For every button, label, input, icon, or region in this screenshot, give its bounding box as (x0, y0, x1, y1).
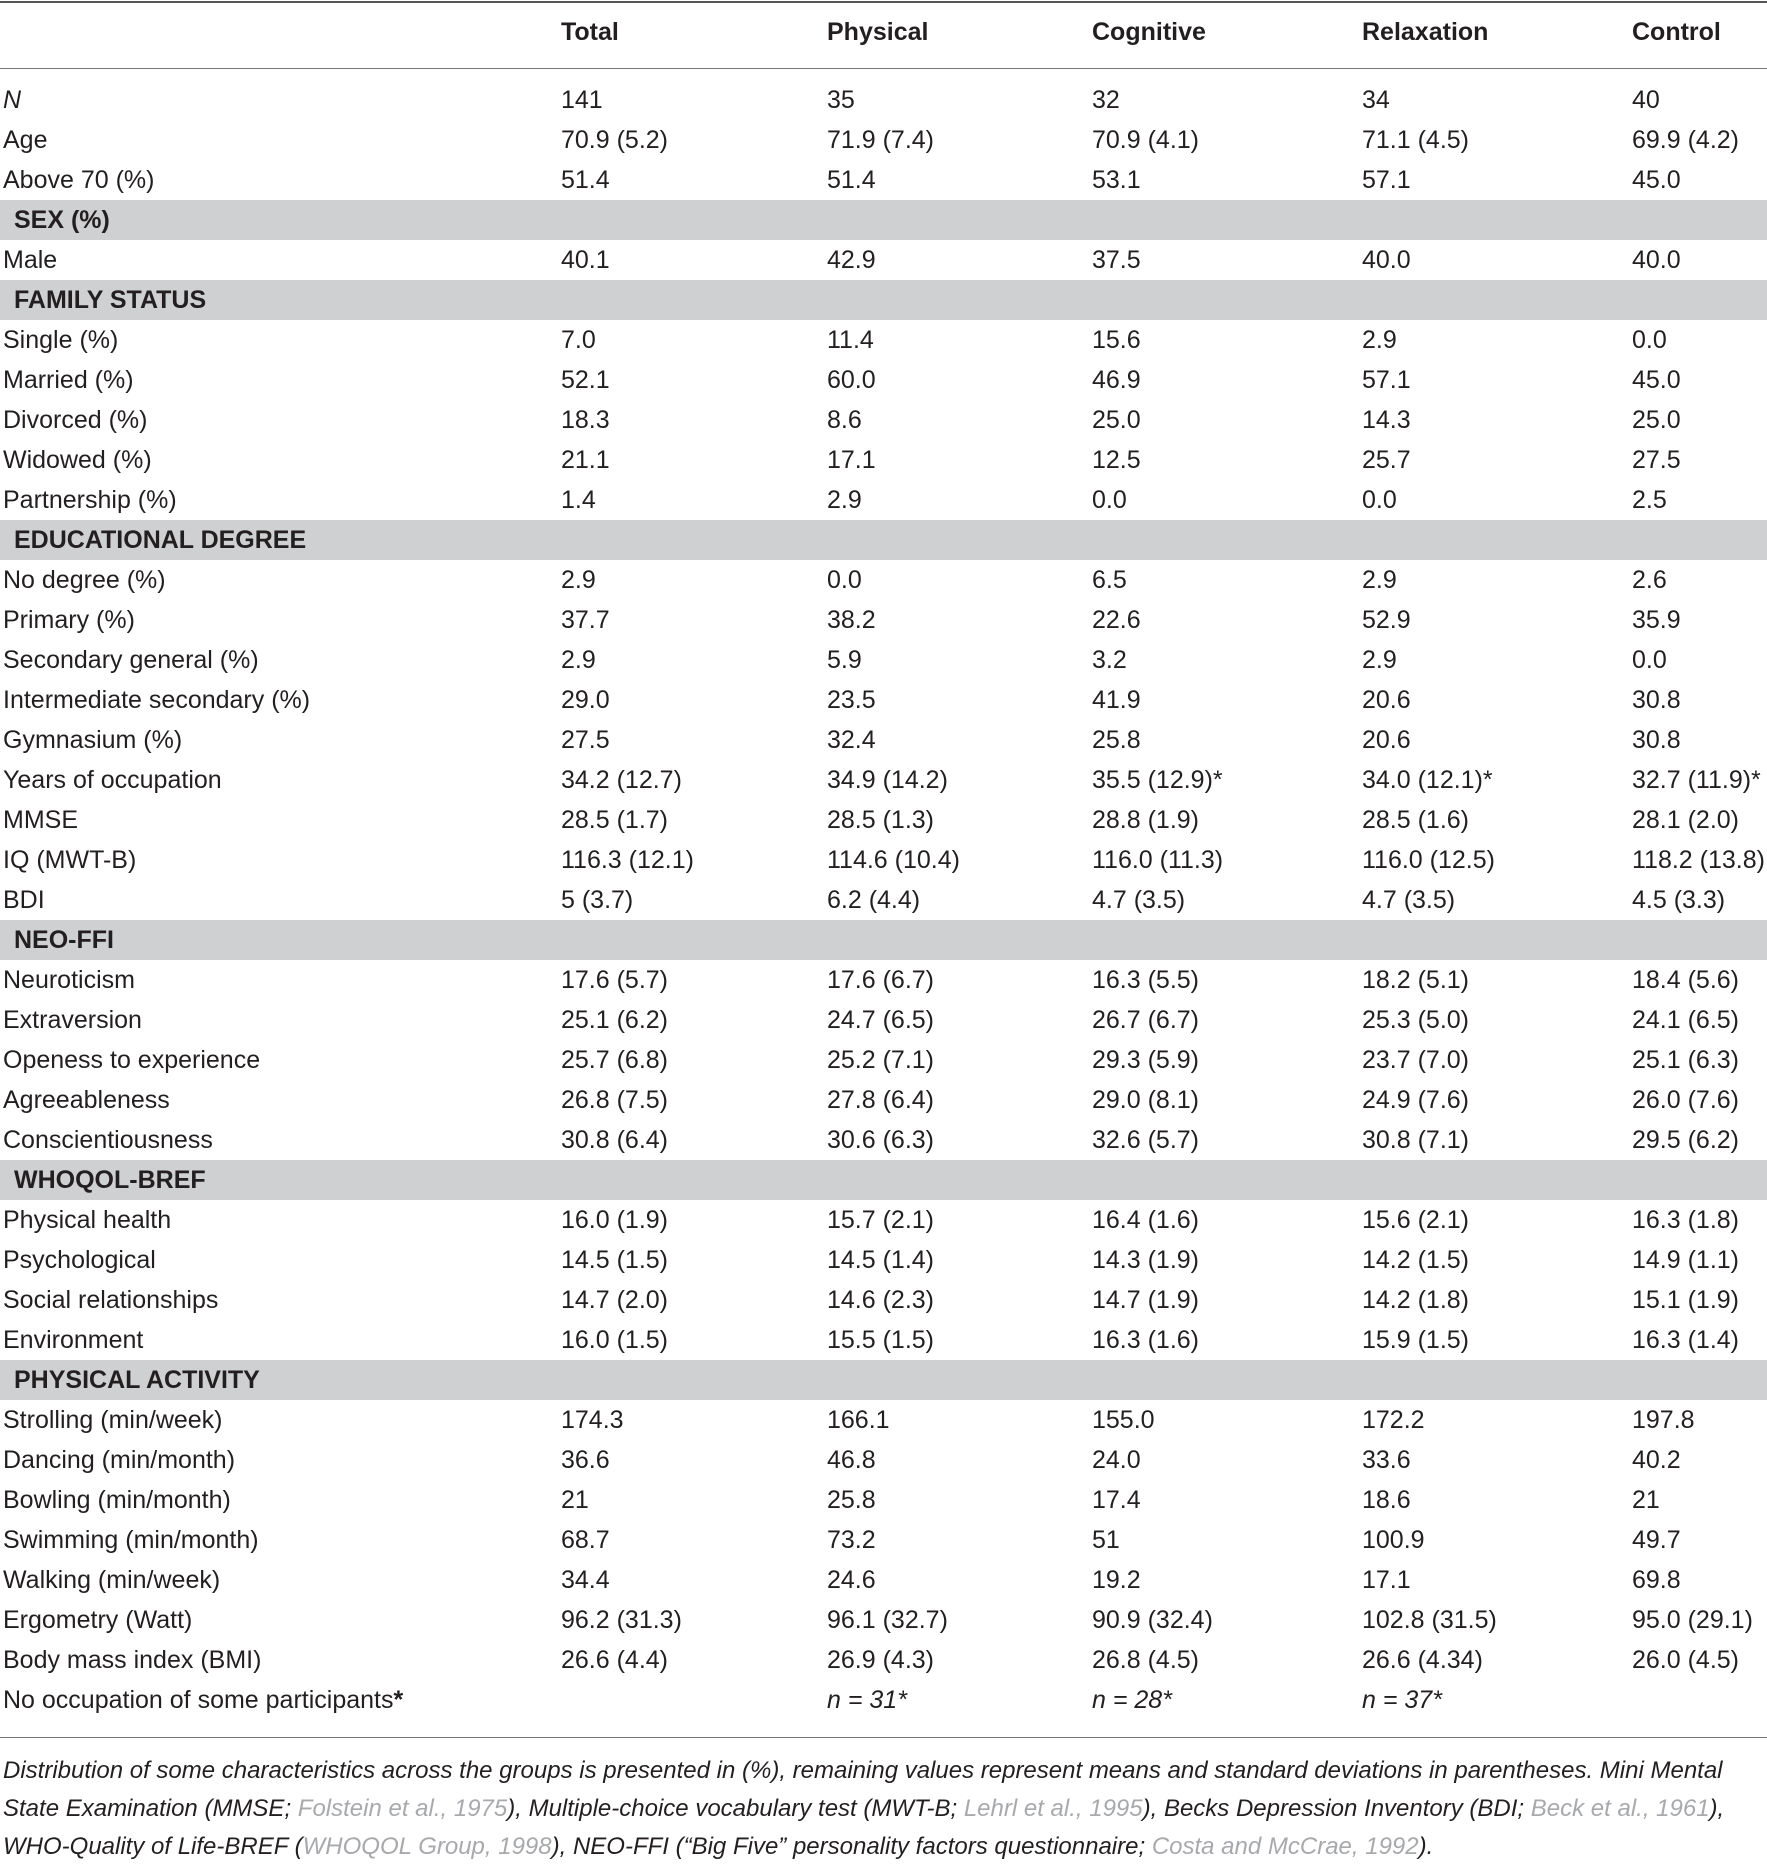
cell-relaxation: 23.7 (7.0) (1362, 1046, 1470, 1074)
cell-control: 69.8 (1632, 1566, 1681, 1594)
table-row (0, 960, 1767, 1000)
table-row (0, 480, 1767, 520)
cell-control: 95.0 (29.1) (1632, 1606, 1753, 1634)
cell-total: 51.4 (561, 166, 610, 194)
cell-physical: 0.0 (827, 566, 862, 594)
table-row (0, 600, 1767, 640)
cell-total: 34.4 (561, 1566, 610, 1594)
cell-control: 30.8 (1632, 726, 1681, 754)
cell-total: 52.1 (561, 366, 610, 394)
table-row (0, 1040, 1767, 1080)
cell-control: 27.5 (1632, 446, 1681, 474)
row-label: Conscientiousness (3, 1126, 213, 1154)
cell-physical: n = 31* (827, 1686, 907, 1714)
table-row (0, 1600, 1767, 1640)
table-row (0, 1640, 1767, 1680)
cell-control: 21 (1632, 1486, 1660, 1514)
footnote-text: ), Multiple-choice vocabulary test (MWT-B; (507, 1795, 964, 1822)
cell-relaxation: 2.9 (1362, 566, 1397, 594)
citation-link[interactable]: Costa and McCrae, 1992 (1151, 1833, 1419, 1860)
table-row (0, 1520, 1767, 1560)
cell-cognitive: 35.5 (12.9)* (1092, 766, 1223, 794)
cell-physical: 73.2 (827, 1526, 876, 1554)
cell-control: 25.1 (6.3) (1632, 1046, 1740, 1074)
cell-physical: 28.5 (1.3) (827, 806, 935, 834)
cell-physical: 25.8 (827, 1486, 876, 1514)
cell-total: 21 (561, 1486, 589, 1514)
cell-cognitive: 24.0 (1092, 1446, 1141, 1474)
cell-relaxation: 52.9 (1362, 606, 1411, 634)
cell-physical: 2.9 (827, 486, 862, 514)
footnote-text: ), WHO-Quality of Life-BREF ( (3, 1795, 1725, 1860)
cell-cognitive: 90.9 (32.4) (1092, 1606, 1213, 1634)
table-row (0, 120, 1767, 160)
cell-cognitive: 32 (1092, 86, 1120, 114)
cell-physical: 32.4 (827, 726, 876, 754)
row-label: IQ (MWT-B) (3, 846, 137, 874)
section-header-row (0, 1360, 1767, 1400)
cell-cognitive: 4.7 (3.5) (1092, 886, 1186, 914)
cell-physical: 166.1 (827, 1406, 890, 1434)
cell-relaxation: 17.1 (1362, 1566, 1411, 1594)
table-row (0, 1480, 1767, 1520)
table-row (0, 800, 1767, 840)
section-header-row (0, 920, 1767, 960)
cell-relaxation: 25.7 (1362, 446, 1411, 474)
table-row (0, 880, 1767, 920)
row-label: Widowed (%) (3, 446, 152, 474)
cell-relaxation: 2.9 (1362, 326, 1397, 354)
table-row (0, 1120, 1767, 1160)
cell-control: 45.0 (1632, 166, 1681, 194)
cell-relaxation: 26.6 (4.34) (1362, 1646, 1483, 1674)
cell-cognitive: 15.6 (1092, 326, 1141, 354)
cell-physical: 8.6 (827, 406, 862, 434)
cell-control: 16.3 (1.8) (1632, 1206, 1740, 1234)
table-header (0, 2, 1767, 66)
row-label: Secondary general (%) (3, 646, 259, 674)
row-label: Swimming (min/month) (3, 1526, 259, 1554)
table-row (0, 320, 1767, 360)
cell-relaxation: 116.0 (12.5) (1362, 846, 1495, 874)
cell-cognitive: 16.3 (1.6) (1092, 1326, 1200, 1354)
cell-relaxation: 57.1 (1362, 366, 1411, 394)
cell-relaxation: 15.6 (2.1) (1362, 1206, 1470, 1234)
row-label: BDI (3, 886, 45, 914)
cell-cognitive: 26.8 (4.5) (1092, 1646, 1200, 1674)
cell-relaxation: 34.0 (12.1)* (1362, 766, 1493, 794)
cell-control: 18.4 (5.6) (1632, 966, 1740, 994)
cell-cognitive: 26.7 (6.7) (1092, 1006, 1200, 1034)
cell-relaxation: 57.1 (1362, 166, 1411, 194)
cell-cognitive: 37.5 (1092, 246, 1141, 274)
cell-control: 45.0 (1632, 366, 1681, 394)
cell-total: 17.6 (5.7) (561, 966, 669, 994)
cell-total: 26.8 (7.5) (561, 1086, 669, 1114)
cell-physical: 11.4 (827, 326, 874, 354)
table-row (0, 1560, 1767, 1600)
cell-total: 28.5 (1.7) (561, 806, 669, 834)
cell-relaxation: 100.9 (1362, 1526, 1425, 1554)
cell-physical: 5.9 (827, 646, 862, 674)
cell-control: 26.0 (4.5) (1632, 1646, 1740, 1674)
cell-control: 25.0 (1632, 406, 1681, 434)
cell-control: 29.5 (6.2) (1632, 1126, 1740, 1154)
cell-total: 36.6 (561, 1446, 610, 1474)
cell-cognitive: 17.4 (1092, 1486, 1141, 1514)
cell-control: 197.8 (1632, 1406, 1695, 1434)
cell-physical: 17.1 (827, 446, 876, 474)
row-label: Psychological (3, 1246, 156, 1274)
cell-total: 96.2 (31.3) (561, 1606, 682, 1634)
row-label: No degree (%) (3, 566, 166, 594)
cell-control: 40 (1632, 86, 1660, 114)
column-header-total: Total (561, 18, 619, 46)
cell-cognitive: 46.9 (1092, 366, 1141, 394)
cell-total: 116.3 (12.1) (561, 846, 694, 874)
row-label: Bowling (min/month) (3, 1486, 231, 1514)
cell-total: 29.0 (561, 686, 610, 714)
cell-cognitive: 12.5 (1092, 446, 1141, 474)
citation-link[interactable]: WHOQOL Group, 1998 (302, 1833, 552, 1860)
section-header-row (0, 280, 1767, 320)
cell-cognitive: 155.0 (1092, 1406, 1155, 1434)
cell-cognitive: 32.6 (5.7) (1092, 1126, 1200, 1154)
cell-relaxation: 18.6 (1362, 1486, 1411, 1514)
cell-cognitive: 25.0 (1092, 406, 1141, 434)
table-row (0, 400, 1767, 440)
cell-relaxation: 34 (1362, 86, 1390, 114)
cell-cognitive: 0.0 (1092, 486, 1127, 514)
cell-relaxation: 0.0 (1362, 486, 1397, 514)
cell-control: 40.2 (1632, 1446, 1681, 1474)
cell-cognitive: 41.9 (1092, 686, 1141, 714)
citation-link[interactable]: Folstein et al., 1975 (297, 1795, 508, 1822)
footnote-text: ). (1418, 1833, 1434, 1860)
table-row (0, 680, 1767, 720)
cell-cognitive: 53.1 (1092, 166, 1141, 194)
row-label: Single (%) (3, 326, 119, 354)
row-label: Divorced (%) (3, 406, 148, 434)
cell-control: 35.9 (1632, 606, 1681, 634)
cell-physical: 14.5 (1.4) (827, 1246, 935, 1274)
cell-relaxation: 25.3 (5.0) (1362, 1006, 1470, 1034)
cell-total: 2.9 (561, 646, 596, 674)
cell-control: 2.5 (1632, 486, 1667, 514)
cell-control: 2.6 (1632, 566, 1667, 594)
cell-relaxation: 28.5 (1.6) (1362, 806, 1470, 834)
column-header-cognitive: Cognitive (1092, 18, 1206, 46)
citation-link[interactable]: Lehrl et al., 1995 (963, 1795, 1143, 1822)
cell-physical: 24.7 (6.5) (827, 1006, 935, 1034)
cell-physical: 96.1 (32.7) (827, 1606, 948, 1634)
cell-control: 14.9 (1.1) (1632, 1246, 1740, 1274)
table-row (0, 240, 1767, 280)
table-row (0, 840, 1767, 880)
cell-total: 30.8 (6.4) (561, 1126, 669, 1154)
cell-relaxation: 18.2 (5.1) (1362, 966, 1470, 994)
cell-total: 70.9 (5.2) (561, 126, 669, 154)
cell-control: 24.1 (6.5) (1632, 1006, 1740, 1034)
table-footnote (3, 1752, 1763, 1866)
cell-relaxation: 71.1 (4.5) (1362, 126, 1470, 154)
cell-control: 28.1 (2.0) (1632, 806, 1740, 834)
cell-relaxation: 24.9 (7.6) (1362, 1086, 1470, 1114)
section-label: WHOQOL-BREF (14, 1166, 206, 1194)
table-row (0, 1000, 1767, 1040)
cell-total: 68.7 (561, 1526, 610, 1554)
row-label: Dancing (min/month) (3, 1446, 236, 1474)
cell-physical: 25.2 (7.1) (827, 1046, 935, 1074)
cell-total: 37.7 (561, 606, 610, 634)
section-label: EDUCATIONAL DEGREE (14, 526, 307, 554)
cell-control: 118.2 (13.8) (1632, 846, 1765, 874)
cell-control: 30.8 (1632, 686, 1681, 714)
cell-physical: 60.0 (827, 366, 876, 394)
cell-cognitive: 14.3 (1.9) (1092, 1246, 1200, 1274)
cell-physical: 15.7 (2.1) (827, 1206, 935, 1234)
row-label: Extraversion (3, 1006, 142, 1034)
cell-cognitive: 16.3 (5.5) (1092, 966, 1200, 994)
citation-link[interactable]: Beck et al., 1961 (1530, 1795, 1710, 1822)
cell-total: 34.2 (12.7) (561, 766, 682, 794)
cell-cognitive: 6.5 (1092, 566, 1127, 594)
cell-total: 14.5 (1.5) (561, 1246, 669, 1274)
cell-total: 5 (3.7) (561, 886, 634, 914)
row-label: Body mass index (BMI) (3, 1646, 262, 1674)
cell-physical: 24.6 (827, 1566, 876, 1594)
table-row (0, 720, 1767, 760)
cell-physical: 23.5 (827, 686, 876, 714)
cell-total: 141 (561, 86, 603, 114)
cell-physical: 71.9 (7.4) (827, 126, 935, 154)
cell-control: 32.7 (11.9)* (1632, 766, 1761, 794)
cell-physical: 34.9 (14.2) (827, 766, 948, 794)
cell-total: 16.0 (1.9) (561, 1206, 669, 1234)
cell-cognitive: 28.8 (1.9) (1092, 806, 1200, 834)
section-header-row (0, 1160, 1767, 1200)
cell-control: 0.0 (1632, 646, 1667, 674)
row-label: Male (3, 246, 58, 274)
row-label: Gymnasium (%) (3, 726, 183, 754)
table-row (0, 440, 1767, 480)
cell-control: 40.0 (1632, 246, 1681, 274)
cell-relaxation: 2.9 (1362, 646, 1397, 674)
cell-physical: 46.8 (827, 1446, 876, 1474)
row-label: MMSE (3, 806, 78, 834)
cell-control: 16.3 (1.4) (1632, 1326, 1740, 1354)
column-header-control: Control (1632, 18, 1721, 46)
section-label: PHYSICAL ACTIVITY (14, 1366, 260, 1394)
table-row (0, 1680, 1767, 1720)
cell-cognitive: 14.7 (1.9) (1092, 1286, 1200, 1314)
table-row (0, 80, 1767, 120)
table-row (0, 1440, 1767, 1480)
cell-cognitive: 19.2 (1092, 1566, 1141, 1594)
cell-total: 14.7 (2.0) (561, 1286, 669, 1314)
cell-physical: 38.2 (827, 606, 876, 634)
cell-cognitive: n = 28* (1092, 1686, 1172, 1714)
footnote-marker: * (393, 1686, 404, 1714)
table-row (0, 1280, 1767, 1320)
cell-physical: 15.5 (1.5) (827, 1326, 935, 1354)
cell-physical: 51.4 (827, 166, 876, 194)
cell-cognitive: 29.3 (5.9) (1092, 1046, 1200, 1074)
cell-relaxation: 20.6 (1362, 686, 1411, 714)
cell-total: 25.1 (6.2) (561, 1006, 669, 1034)
cell-relaxation: 33.6 (1362, 1446, 1411, 1474)
cell-total: 40.1 (561, 246, 610, 274)
section-label: SEX (%) (14, 206, 110, 234)
table-row (0, 1240, 1767, 1280)
cell-cognitive: 116.0 (11.3) (1092, 846, 1224, 874)
cell-total: 21.1 (561, 446, 610, 474)
header-rule (0, 68, 1767, 69)
cell-relaxation: 30.8 (7.1) (1362, 1126, 1470, 1154)
cell-control: 0.0 (1632, 326, 1667, 354)
cell-control: 26.0 (7.6) (1632, 1086, 1740, 1114)
table-row (0, 1080, 1767, 1120)
row-label: Environment (3, 1326, 144, 1354)
column-header-relaxation: Relaxation (1362, 18, 1489, 46)
row-label: Intermediate secondary (%) (3, 686, 311, 714)
cell-cognitive: 22.6 (1092, 606, 1141, 634)
cell-total: 27.5 (561, 726, 610, 754)
cell-relaxation: 14.2 (1.5) (1362, 1246, 1470, 1274)
table-body (0, 80, 1767, 1720)
cell-control: 49.7 (1632, 1526, 1681, 1554)
row-label: Walking (min/week) (3, 1566, 221, 1594)
cell-total: 26.6 (4.4) (561, 1646, 669, 1674)
table-row (0, 1400, 1767, 1440)
row-label: Physical health (3, 1206, 172, 1234)
footnote-text: ), Becks Depression Inventory (BDI; (1142, 1795, 1531, 1822)
footnote-text: Distribution of some characteristics across the groups is presented in (%), remaining values represent means and standard deviations in parentheses. Mini Mental State Examination (MMSE; (3, 1757, 1723, 1822)
table-row (0, 1200, 1767, 1240)
cell-relaxation: 14.3 (1362, 406, 1411, 434)
row-label: Strolling (min/week) (3, 1406, 223, 1434)
cell-physical: 26.9 (4.3) (827, 1646, 935, 1674)
section-header-row (0, 200, 1767, 240)
row-label: Partnership (%) (3, 486, 177, 514)
row-label: No occupation of some participants* (3, 1686, 404, 1714)
row-label: N (3, 86, 22, 114)
cell-physical: 6.2 (4.4) (827, 886, 921, 914)
table-row (0, 760, 1767, 800)
row-label: Ergometry (Watt) (3, 1606, 193, 1634)
row-label: Age (3, 126, 48, 154)
row-label: Above 70 (%) (3, 166, 155, 194)
cell-total: 2.9 (561, 566, 596, 594)
cell-physical: 27.8 (6.4) (827, 1086, 935, 1114)
cell-relaxation: 15.9 (1.5) (1362, 1326, 1470, 1354)
cell-total: 7.0 (561, 326, 596, 354)
row-label: Openess to experience (3, 1046, 261, 1074)
cell-physical: 114.6 (10.4) (827, 846, 960, 874)
cell-physical: 17.6 (6.7) (827, 966, 935, 994)
cell-cognitive: 3.2 (1092, 646, 1127, 674)
cell-relaxation: 102.8 (31.5) (1362, 1606, 1497, 1634)
row-label: Married (%) (3, 366, 134, 394)
table-bottom-rule (0, 1737, 1767, 1738)
cell-total: 16.0 (1.5) (561, 1326, 669, 1354)
cell-cognitive: 51 (1092, 1526, 1120, 1554)
row-label: Primary (%) (3, 606, 135, 634)
table-row (0, 160, 1767, 200)
column-header-physical: Physical (827, 18, 929, 46)
table-row (0, 560, 1767, 600)
cell-total: 1.4 (561, 486, 596, 514)
cell-cognitive: 25.8 (1092, 726, 1141, 754)
cell-physical: 42.9 (827, 246, 876, 274)
cell-relaxation: 20.6 (1362, 726, 1411, 754)
cell-cognitive: 70.9 (4.1) (1092, 126, 1200, 154)
cell-physical: 35 (827, 86, 855, 114)
cell-control: 4.5 (3.3) (1632, 886, 1726, 914)
row-label: Years of occupation (3, 766, 222, 794)
cell-relaxation: 40.0 (1362, 246, 1411, 274)
cell-relaxation: n = 37* (1362, 1686, 1442, 1714)
cell-control: 69.9 (4.2) (1632, 126, 1740, 154)
row-label: Agreeableness (3, 1086, 170, 1114)
cell-total: 18.3 (561, 406, 610, 434)
table-row (0, 360, 1767, 400)
section-label: NEO-FFI (14, 926, 114, 954)
cell-total: 25.7 (6.8) (561, 1046, 669, 1074)
cell-relaxation: 14.2 (1.8) (1362, 1286, 1470, 1314)
cell-total: 174.3 (561, 1406, 624, 1434)
row-label: Neuroticism (3, 966, 135, 994)
section-header-row (0, 520, 1767, 560)
cell-relaxation: 4.7 (3.5) (1362, 886, 1456, 914)
row-label: Social relationships (3, 1286, 219, 1314)
cell-relaxation: 172.2 (1362, 1406, 1425, 1434)
footnote-text: ), NEO-FFI (“Big Five” personality factors questionnaire; (551, 1833, 1152, 1860)
section-label: FAMILY STATUS (14, 286, 207, 314)
cell-cognitive: 16.4 (1.6) (1092, 1206, 1200, 1234)
cell-cognitive: 29.0 (8.1) (1092, 1086, 1200, 1114)
cell-control: 15.1 (1.9) (1632, 1286, 1740, 1314)
cell-physical: 14.6 (2.3) (827, 1286, 935, 1314)
table-row (0, 1320, 1767, 1360)
table-row (0, 640, 1767, 680)
cell-physical: 30.6 (6.3) (827, 1126, 935, 1154)
